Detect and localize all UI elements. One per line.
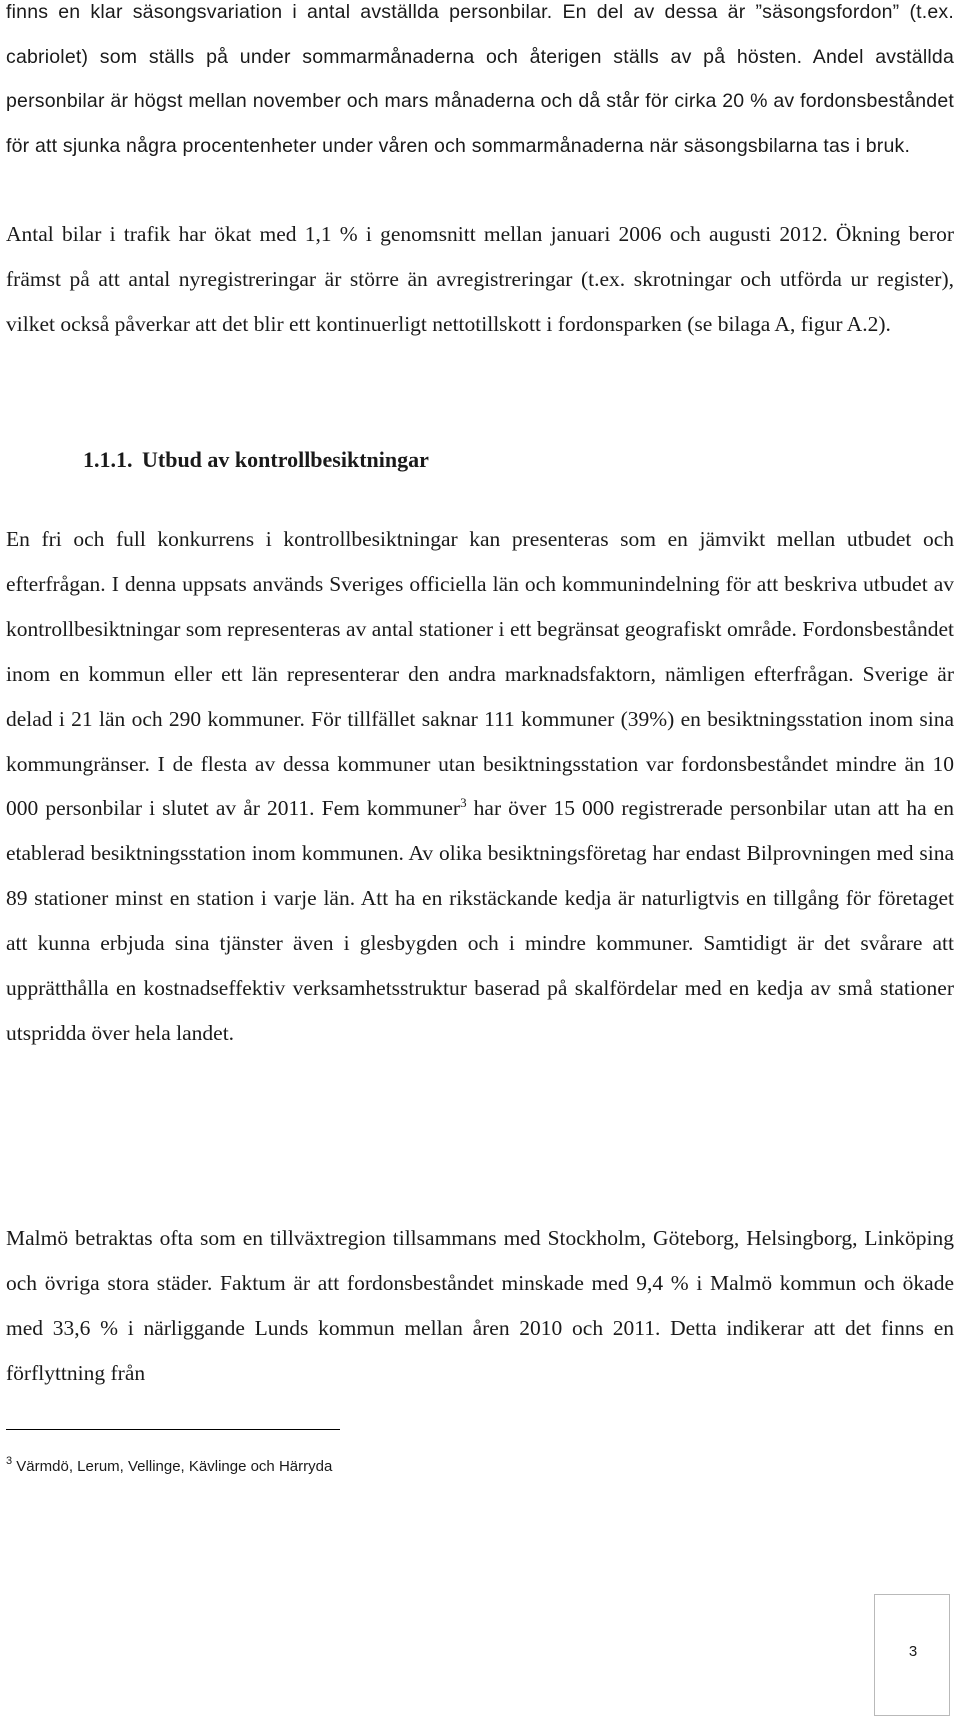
footnote-separator — [6, 1429, 340, 1430]
paragraph-inspection-supply-part2: har över 15 000 registrerade personbilar utan att ha en etablerad besiktningsstation inom kommunen. Av olika besiktningsföretag har endast Bilprovningen med sina 89 stationer minst en station i varje län. Att ha en rikstäckande kedja är naturligtvis en tillgång för företaget att kunna erbjuda sina tjänster även i glesbygden och i mindre kommuner. Samtidigt är det svårare att upprätthålla en kostnadseffektiv verksamhetsstruktur baserad på skalfördelar med en kedja av små stationer utspridda över hela landet. — [6, 796, 955, 1045]
page-number: 3 — [908, 1643, 918, 1660]
paragraph-malmo: Malmö betraktas ofta som en tillväxtregion tillsammans med Stockholm, Göteborg, Helsingborg, Linköping och övriga stora städer. Faktum är att fordonsbeståndet minskade med 9,4 % i Malmö kommun och ökade med 33,6 % i närliggande Lunds kommun mellan åren 2010 och 2011. Detta indikerar att det finns en förflyttning från — [6, 1226, 954, 1385]
footnote-text: Värmdö, Lerum, Vellinge, Kävlinge och Härryda — [16, 1458, 333, 1475]
paragraph-inspection-supply-part1: En fri och full konkurrens i kontrollbesiktningar kan presenteras som en jämvikt mellan utbudet och efterfrågan. I denna uppsats används Sveriges officiella län och kommunindelning för att beskriva utbudet av kontrollbesiktningar som representeras av antal stationer i ett begränsat geografiskt område. Fordonsbeståndet inom en kommun eller ett län representerar den andra marknadsfaktorn, nämligen efterfrågan. Sverige är delad i 21 län och 290 kommuner. För tillfället saknar 111 kommuner (39%) en besiktningsstation inom sina kommungränser. I de flesta av dessa kommuner utan besiktningsstation var fordonsbeståndet mindre än 10 000 personbilar i slutet av år 2011. Fem kommuner — [6, 527, 954, 821]
footnote-reference[interactable]: 3 — [460, 795, 467, 811]
footnote — [6, 1455, 333, 1475]
paragraph-inspection-supply — [6, 517, 954, 1056]
section-heading-text: Utbud av kontrollbesiktningar — [142, 447, 429, 472]
section-heading — [83, 447, 429, 473]
paragraph-seasonal-variation: finns en klar säsongsvariation i antal avställda personbilar. En del av dessa är ”säsongsfordon” (t.ex. cabriolet) som ställs på under sommarmånaderna och återigen ställs av på hösten. Andel avställda personbilar är högst mellan november och mars månaderna och då står för cirka 20 % av fordonsbeståndet för att sjunka några procentenheter under våren och sommarmånaderna när säsongsbilarna tas i bruk. — [6, 1, 954, 157]
page-number-box — [874, 1594, 950, 1716]
paragraph-cars-in-traffic: Antal bilar i trafik har ökat med 1,1 % i genomsnitt mellan januari 2006 och augusti 2012. Ökning beror främst på att antal nyregistreringar är större än avregistreringar (t.ex. skrotningar och utförda ur register), vilket också påverkar att det blir ett kontinuerligt nettotillskott i fordonsparken (se bilaga A, figur A.2). — [6, 222, 954, 336]
footnote-number: 3 — [6, 1455, 13, 1467]
section-heading-number: 1.1.1. — [83, 447, 133, 472]
